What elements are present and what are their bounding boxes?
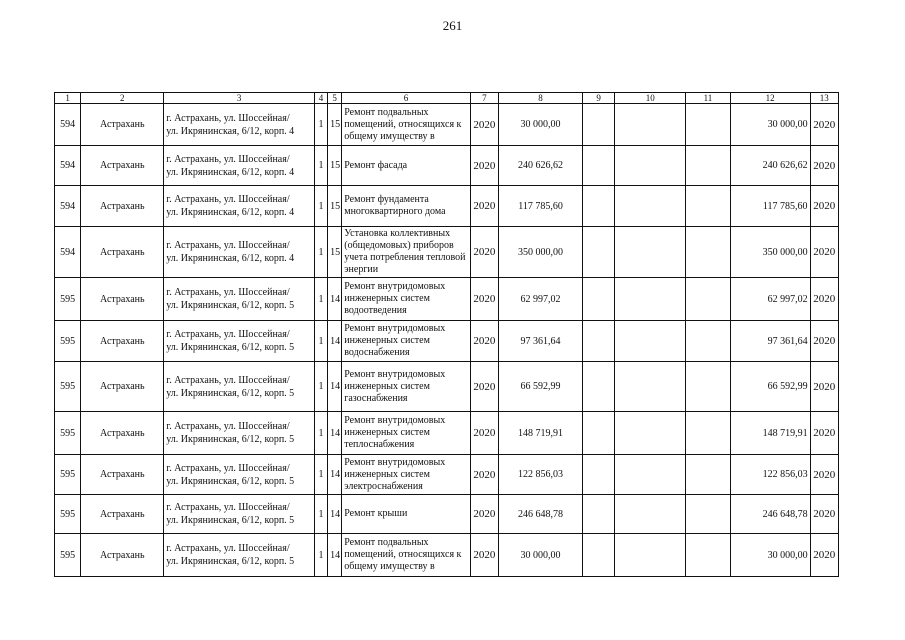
amount-cell: 30 000,00 [499,104,583,146]
address-line-1: г. Астрахань, ул. Шоссейная/ [166,543,290,554]
column-4-cell: 1 [314,278,327,321]
column-11-cell [686,321,731,362]
column-4-cell: 1 [314,534,327,577]
row-number-cell: 595 [55,495,81,534]
city-cell: Астрахань [81,278,164,321]
address-cell [164,186,315,227]
year-cell: 2020 [470,362,498,412]
end-year-cell: 2020 [810,146,838,186]
year-cell: 2020 [470,186,498,227]
address-cell [164,321,315,362]
column-11-cell [686,227,731,278]
amount-cell: 240 626,62 [499,146,583,186]
total-amount-cell: 117 785,60 [730,186,810,227]
column-11-cell [686,104,731,146]
city-cell: Астрахань [81,227,164,278]
column-header: 13 [810,93,838,104]
column-10-cell [615,186,686,227]
address-line-2: ул. Икрянинская, 6/12, корп. 4 [166,166,295,178]
work-type-text: Ремонт внутридомовых инженерных систем газоснабжения [344,368,446,404]
total-amount-cell: 66 592,99 [730,362,810,412]
row-number-cell: 595 [55,534,81,577]
column-5-cell: 14 [328,534,342,577]
year-cell: 2020 [470,412,498,455]
table-row [55,412,839,455]
column-header: 11 [686,93,731,104]
column-9-cell [582,186,614,227]
total-amount-cell: 350 000,00 [730,227,810,278]
column-11-cell [686,146,731,186]
work-type-cell [342,186,470,227]
row-number-cell: 594 [55,227,81,278]
work-type-text: Ремонт внутридомовых инженерных систем теплоснабжения [344,415,446,450]
year-cell: 2020 [470,227,498,278]
column-4-cell: 1 [314,455,327,495]
address-cell [164,104,315,146]
total-amount-cell: 97 361,64 [730,321,810,362]
work-type-text: Ремонт фасада [344,159,408,171]
table-row [55,455,839,495]
table-row [55,186,839,227]
column-11-cell [686,495,731,534]
year-cell: 2020 [470,534,498,577]
end-year-cell: 2020 [810,362,838,412]
column-4-cell: 1 [314,321,327,362]
address-line-1: г. Астрахань, ул. Шоссейная/ [166,462,290,474]
column-9-cell [582,495,614,534]
column-9-cell [582,146,614,186]
total-amount-cell: 30 000,00 [730,534,810,577]
row-number-cell: 595 [55,455,81,495]
column-header: 5 [328,93,342,104]
column-10-cell [615,495,686,534]
table-row [55,321,839,362]
work-type-cell [342,146,470,186]
work-type-text: Ремонт фундамента многоквартирного дома [344,194,446,217]
address-cell [164,495,315,534]
work-type-text: Ремонт подвальных помещений, относящихся к общему имуществу в [344,106,462,142]
city-cell: Астрахань [81,186,164,227]
column-5-cell: 14 [328,362,342,412]
column-header: 3 [164,93,315,104]
column-10-cell [615,278,686,321]
city-cell: Астрахань [81,104,164,146]
address-cell [164,146,315,186]
end-year-cell: 2020 [810,227,838,278]
city-cell: Астрахань [81,534,164,577]
work-type-cell [342,321,470,362]
amount-cell: 117 785,60 [499,186,583,227]
city-cell: Астрахань [81,321,164,362]
row-number-cell: 595 [55,321,81,362]
work-type-cell [342,362,470,412]
column-header: 9 [582,93,614,104]
end-year-cell: 2020 [810,321,838,362]
column-9-cell [582,278,614,321]
work-type-text: Ремонт внутридомовых инженерных систем водоотведения [344,281,446,316]
city-cell: Астрахань [81,146,164,186]
end-year-cell: 2020 [810,455,838,495]
year-cell: 2020 [470,321,498,362]
capital-repair-table [54,92,839,577]
table-body [55,104,839,577]
column-10-cell [615,104,686,146]
column-10-cell [615,362,686,412]
address-line-2: ул. Икрянинская, 6/12, корп. 5 [166,515,295,526]
year-cell: 2020 [470,146,498,186]
column-11-cell [686,412,731,455]
address-line-2: ул. Икрянинская, 6/12, корп. 4 [166,125,295,137]
total-amount-cell: 30 000,00 [730,104,810,146]
address-line-1: г. Астрахань, ул. Шоссейная/ [166,287,290,298]
column-10-cell [615,412,686,455]
column-4-cell: 1 [314,146,327,186]
work-type-cell [342,495,470,534]
column-4-cell: 1 [314,412,327,455]
work-type-text: Ремонт крыши [344,508,408,519]
address-line-1: г. Астрахань, ул. Шоссейная/ [166,374,290,386]
row-number-cell: 594 [55,186,81,227]
column-11-cell [686,278,731,321]
address-line-1: г. Астрахань, ул. Шоссейная/ [166,194,290,205]
table-row [55,278,839,321]
end-year-cell: 2020 [810,278,838,321]
address-line-2: ул. Икрянинская, 6/12, корп. 4 [166,253,295,264]
row-number-cell: 595 [55,278,81,321]
column-11-cell [686,534,731,577]
column-10-cell [615,227,686,278]
total-amount-cell: 122 856,03 [730,455,810,495]
amount-cell: 62 997,02 [499,278,583,321]
end-year-cell: 2020 [810,186,838,227]
year-cell: 2020 [470,495,498,534]
city-cell: Астрахань [81,455,164,495]
row-number-cell: 594 [55,104,81,146]
end-year-cell: 2020 [810,495,838,534]
total-amount-cell: 62 997,02 [730,278,810,321]
column-9-cell [582,362,614,412]
row-number-cell: 595 [55,412,81,455]
column-5-cell: 15 [328,146,342,186]
address-cell [164,534,315,577]
table-row [55,227,839,278]
column-5-cell: 14 [328,412,342,455]
work-type-text: Ремонт подвальных помещений, относящихся к общему имуществу в [344,537,462,572]
year-cell: 2020 [470,104,498,146]
column-5-cell: 15 [328,227,342,278]
column-11-cell [686,362,731,412]
header-row [55,93,839,104]
address-line-1: г. Астрахань, ул. Шоссейная/ [166,502,290,513]
column-5-cell: 14 [328,321,342,362]
amount-cell: 97 361,64 [499,321,583,362]
column-4-cell: 1 [314,227,327,278]
address-cell [164,362,315,412]
column-4-cell: 1 [314,104,327,146]
work-type-text: Ремонт внутридомовых инженерных систем водоснабжения [344,323,446,358]
work-type-text: Установка коллективных (общедомовых) приборов учета потребления тепловой энергии [344,228,466,275]
column-4-cell: 1 [314,495,327,534]
column-10-cell [615,146,686,186]
column-header: 4 [314,93,327,104]
address-line-1: г. Астрахань, ул. Шоссейная/ [166,240,290,251]
address-line-1: г. Астрахань, ул. Шоссейная/ [166,153,290,165]
total-amount-cell: 148 719,91 [730,412,810,455]
column-11-cell [686,186,731,227]
column-10-cell [615,321,686,362]
row-number-cell: 594 [55,146,81,186]
column-header: 2 [81,93,164,104]
address-line-2: ул. Икрянинская, 6/12, корп. 4 [166,207,295,218]
amount-cell: 30 000,00 [499,534,583,577]
column-5-cell: 14 [328,495,342,534]
amount-cell: 122 856,03 [499,455,583,495]
column-9-cell [582,412,614,455]
column-11-cell [686,455,731,495]
work-type-cell [342,455,470,495]
column-5-cell: 14 [328,455,342,495]
column-4-cell: 1 [314,362,327,412]
address-line-2: ул. Икрянинская, 6/12, корп. 5 [166,300,295,311]
work-type-cell [342,227,470,278]
address-line-2: ул. Икрянинская, 6/12, корп. 5 [166,556,295,567]
address-line-2: ул. Икрянинская, 6/12, корп. 5 [166,434,295,445]
work-type-cell [342,412,470,455]
column-9-cell [582,321,614,362]
year-cell: 2020 [470,455,498,495]
work-type-cell [342,104,470,146]
table-row [55,104,839,146]
address-line-1: г. Астрахань, ул. Шоссейная/ [166,329,290,340]
end-year-cell: 2020 [810,412,838,455]
year-cell: 2020 [470,278,498,321]
table-header [55,93,839,104]
column-header: 8 [499,93,583,104]
amount-cell: 246 648,78 [499,495,583,534]
address-cell [164,278,315,321]
address-line-1: г. Астрахань, ул. Шоссейная/ [166,112,290,124]
total-amount-cell: 240 626,62 [730,146,810,186]
table-row [55,495,839,534]
column-9-cell [582,455,614,495]
address-line-2: ул. Икрянинская, 6/12, корп. 5 [166,342,295,353]
address-cell [164,227,315,278]
end-year-cell: 2020 [810,104,838,146]
table-row [55,534,839,577]
row-number-cell: 595 [55,362,81,412]
column-10-cell [615,455,686,495]
city-cell: Астрахань [81,495,164,534]
city-cell: Астрахань [81,362,164,412]
table-row [55,362,839,412]
city-cell: Астрахань [81,412,164,455]
column-header: 1 [55,93,81,104]
column-9-cell [582,104,614,146]
column-9-cell [582,227,614,278]
work-type-cell [342,534,470,577]
address-line-1: г. Астрахань, ул. Шоссейная/ [166,421,290,432]
address-line-2: ул. Икрянинская, 6/12, корп. 5 [166,475,295,487]
column-4-cell: 1 [314,186,327,227]
page-number: 261 [442,18,463,33]
column-header: 12 [730,93,810,104]
column-10-cell [615,534,686,577]
column-5-cell: 14 [328,278,342,321]
address-cell [164,412,315,455]
table-row [55,146,839,186]
end-year-cell: 2020 [810,534,838,577]
amount-cell: 350 000,00 [499,227,583,278]
column-5-cell: 15 [328,186,342,227]
work-type-cell [342,278,470,321]
total-amount-cell: 246 648,78 [730,495,810,534]
address-cell [164,455,315,495]
column-header: 6 [342,93,470,104]
amount-cell: 66 592,99 [499,362,583,412]
address-line-2: ул. Икрянинская, 6/12, корп. 5 [166,387,295,399]
amount-cell: 148 719,91 [499,412,583,455]
column-header: 7 [470,93,498,104]
work-type-text: Ремонт внутридомовых инженерных систем электроснабжения [344,456,446,492]
column-5-cell: 15 [328,104,342,146]
column-9-cell [582,534,614,577]
column-header: 10 [615,93,686,104]
